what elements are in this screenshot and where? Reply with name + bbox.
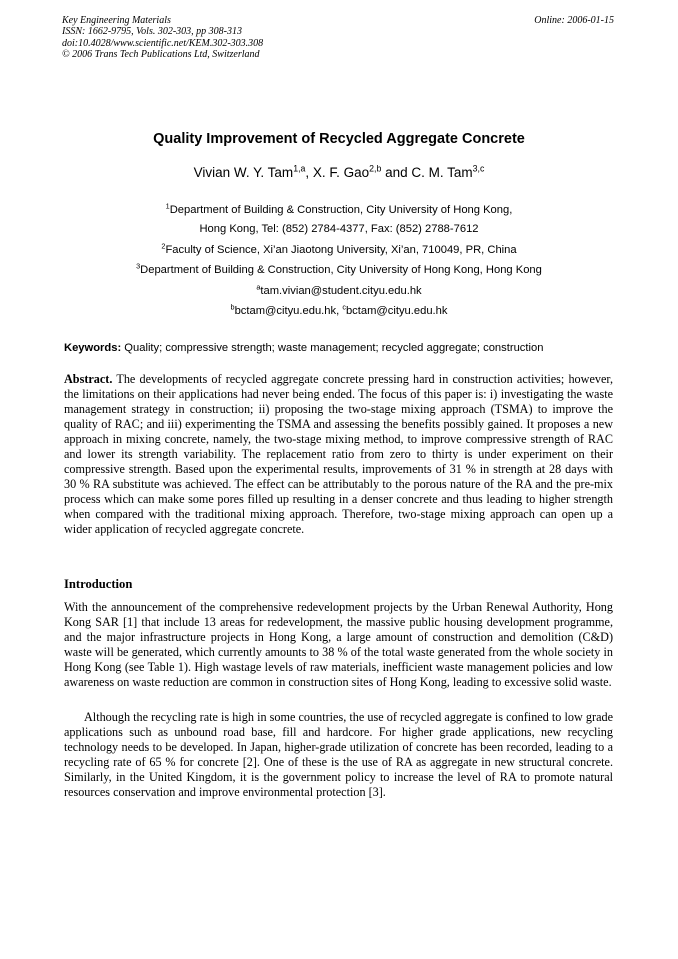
journal-header xyxy=(62,15,263,61)
email-marker: b xyxy=(230,302,235,312)
email-marker: c xyxy=(342,302,346,312)
keywords xyxy=(64,342,624,354)
affiliation-marker: 3 xyxy=(136,261,141,271)
abstract-label: Abstract. xyxy=(64,372,113,386)
paper-title: Quality Improvement of Recycled Aggregate Concrete xyxy=(153,131,525,147)
author-list xyxy=(0,165,678,180)
email-address: bctam@cityu.edu.hk xyxy=(345,305,448,317)
affiliation-2 xyxy=(0,241,678,256)
affiliation-text: Faculty of Science, Xi’an Jiaotong University, Xi’an, 710049, PR, China xyxy=(165,244,517,256)
keywords-label: Keywords: xyxy=(64,342,122,354)
author-separator: and xyxy=(381,165,412,180)
affiliation-marker: 2 xyxy=(161,241,166,251)
doi-line: doi:10.4028/www.scientific.net/KEM.302-303.308 xyxy=(62,37,264,49)
introduction-paragraph-1: With the announcement of the comprehensive redevelopment projects by the Urban Renewal Authority, Hong Kong SAR [1] that include 13 areas for redevelopment, the massive public housing development programme, and the major infrastructure projects in Hong Kong, a large amount of construction and demolition (C&D) waste will be generated, which currently amounts to 38 % of the total waste generated from the whole society in Hong Kong (see Table 1). High wastage levels of raw materials, inefficient waste management policies and low awareness on waste reduction are common in construction sites of Hong Kong, leading to excessive solid waste. xyxy=(64,600,613,690)
email-marker: a xyxy=(256,282,261,292)
email-address: tam.vivian@student.cityu.edu.hk xyxy=(260,285,422,297)
affiliation-1-contact: Hong Kong, Tel: (852) 2784-4377, Fax: (852) 2788-7612 xyxy=(199,223,479,235)
section-heading-introduction: Introduction xyxy=(64,577,133,591)
affiliation-marker: 1 xyxy=(165,201,170,211)
introduction-paragraph-2: Although the recycling rate is high in some countries, the use of recycled aggregate is confined to low grade applications such as unbound road base, fill and hardcore. For higher grade applications, new recycling technology needs to be developed. In Japan, higher-grade utilization of concrete has been recorded, leading to a recycling rate of 65 % for concrete [2]. One of these is the use of RA as aggregate in new structural concrete. Similarly, in the United Kingdom, it is the government policy to increase the level of RA to promote natural resources conservation and improve environmental protection [3]. xyxy=(64,710,613,800)
online-date: Online: 2006-01-15 xyxy=(534,15,614,26)
affiliation-1 xyxy=(0,201,678,216)
keywords-text: Quality; compressive strength; waste management; recycled aggregate; construction xyxy=(121,342,544,354)
author-name: Vivian W. Y. Tam xyxy=(193,165,294,180)
affiliation-text: Department of Building & Construction, City University of Hong Kong, xyxy=(169,204,513,216)
journal-name: Key Engineering Materials xyxy=(62,15,171,26)
author-separator: , xyxy=(305,165,313,180)
abstract-text: The developments of recycled aggregate concrete pressing hard in construction activities; however, the limitations on their applications had never being ended. The focus of this paper is: i) investigating the waste management strategy in construction; ii) proposing the two-stage mixing approach (TSMA) to improve the quality of RAC; and iii) experimenting the TSMA and assessing the benefits possibly gained. It proposes a new approach in mixing concrete, namely, the two-stage mixing method, to improve compressive strength of RAC and lower its strength variability. The replacement ratio from zero to thirty is under experiment on their compressive strength. Based upon the experimental results, improvements of 31 % in strength at 28 days with 30 % RA substitute was achieved. The effect can be attributably to the porous nature of the RA and the pre-mix process which can make some pores filled up resulting in a denser concrete and thus leading to higher strength when compared with the traditional mixing approach. Therefore, two-stage mixing approach can open up a wider application of recycled aggregate concrete. xyxy=(64,372,613,537)
author-superscript: 1,a xyxy=(293,163,306,174)
author-superscript: 2,b xyxy=(369,163,382,174)
email-line-a xyxy=(0,282,678,297)
copyright-line: © 2006 Trans Tech Publications Ltd, Switzerland xyxy=(62,49,260,61)
author-name: C. M. Tam xyxy=(411,165,473,180)
affiliation-text: Department of Building & Construction, City University of Hong Kong, Hong Kong xyxy=(140,264,542,276)
issn-line: ISSN: 1662-9795, Vols. 302-303, pp 308-313 xyxy=(62,26,242,38)
email-address: bctam@cityu.edu.hk, xyxy=(234,305,343,317)
abstract xyxy=(64,372,613,538)
affiliation-3 xyxy=(0,261,678,276)
author-superscript: 3,c xyxy=(472,163,485,174)
author-name: X. F. Gao xyxy=(312,165,370,180)
email-line-bc xyxy=(0,302,678,317)
